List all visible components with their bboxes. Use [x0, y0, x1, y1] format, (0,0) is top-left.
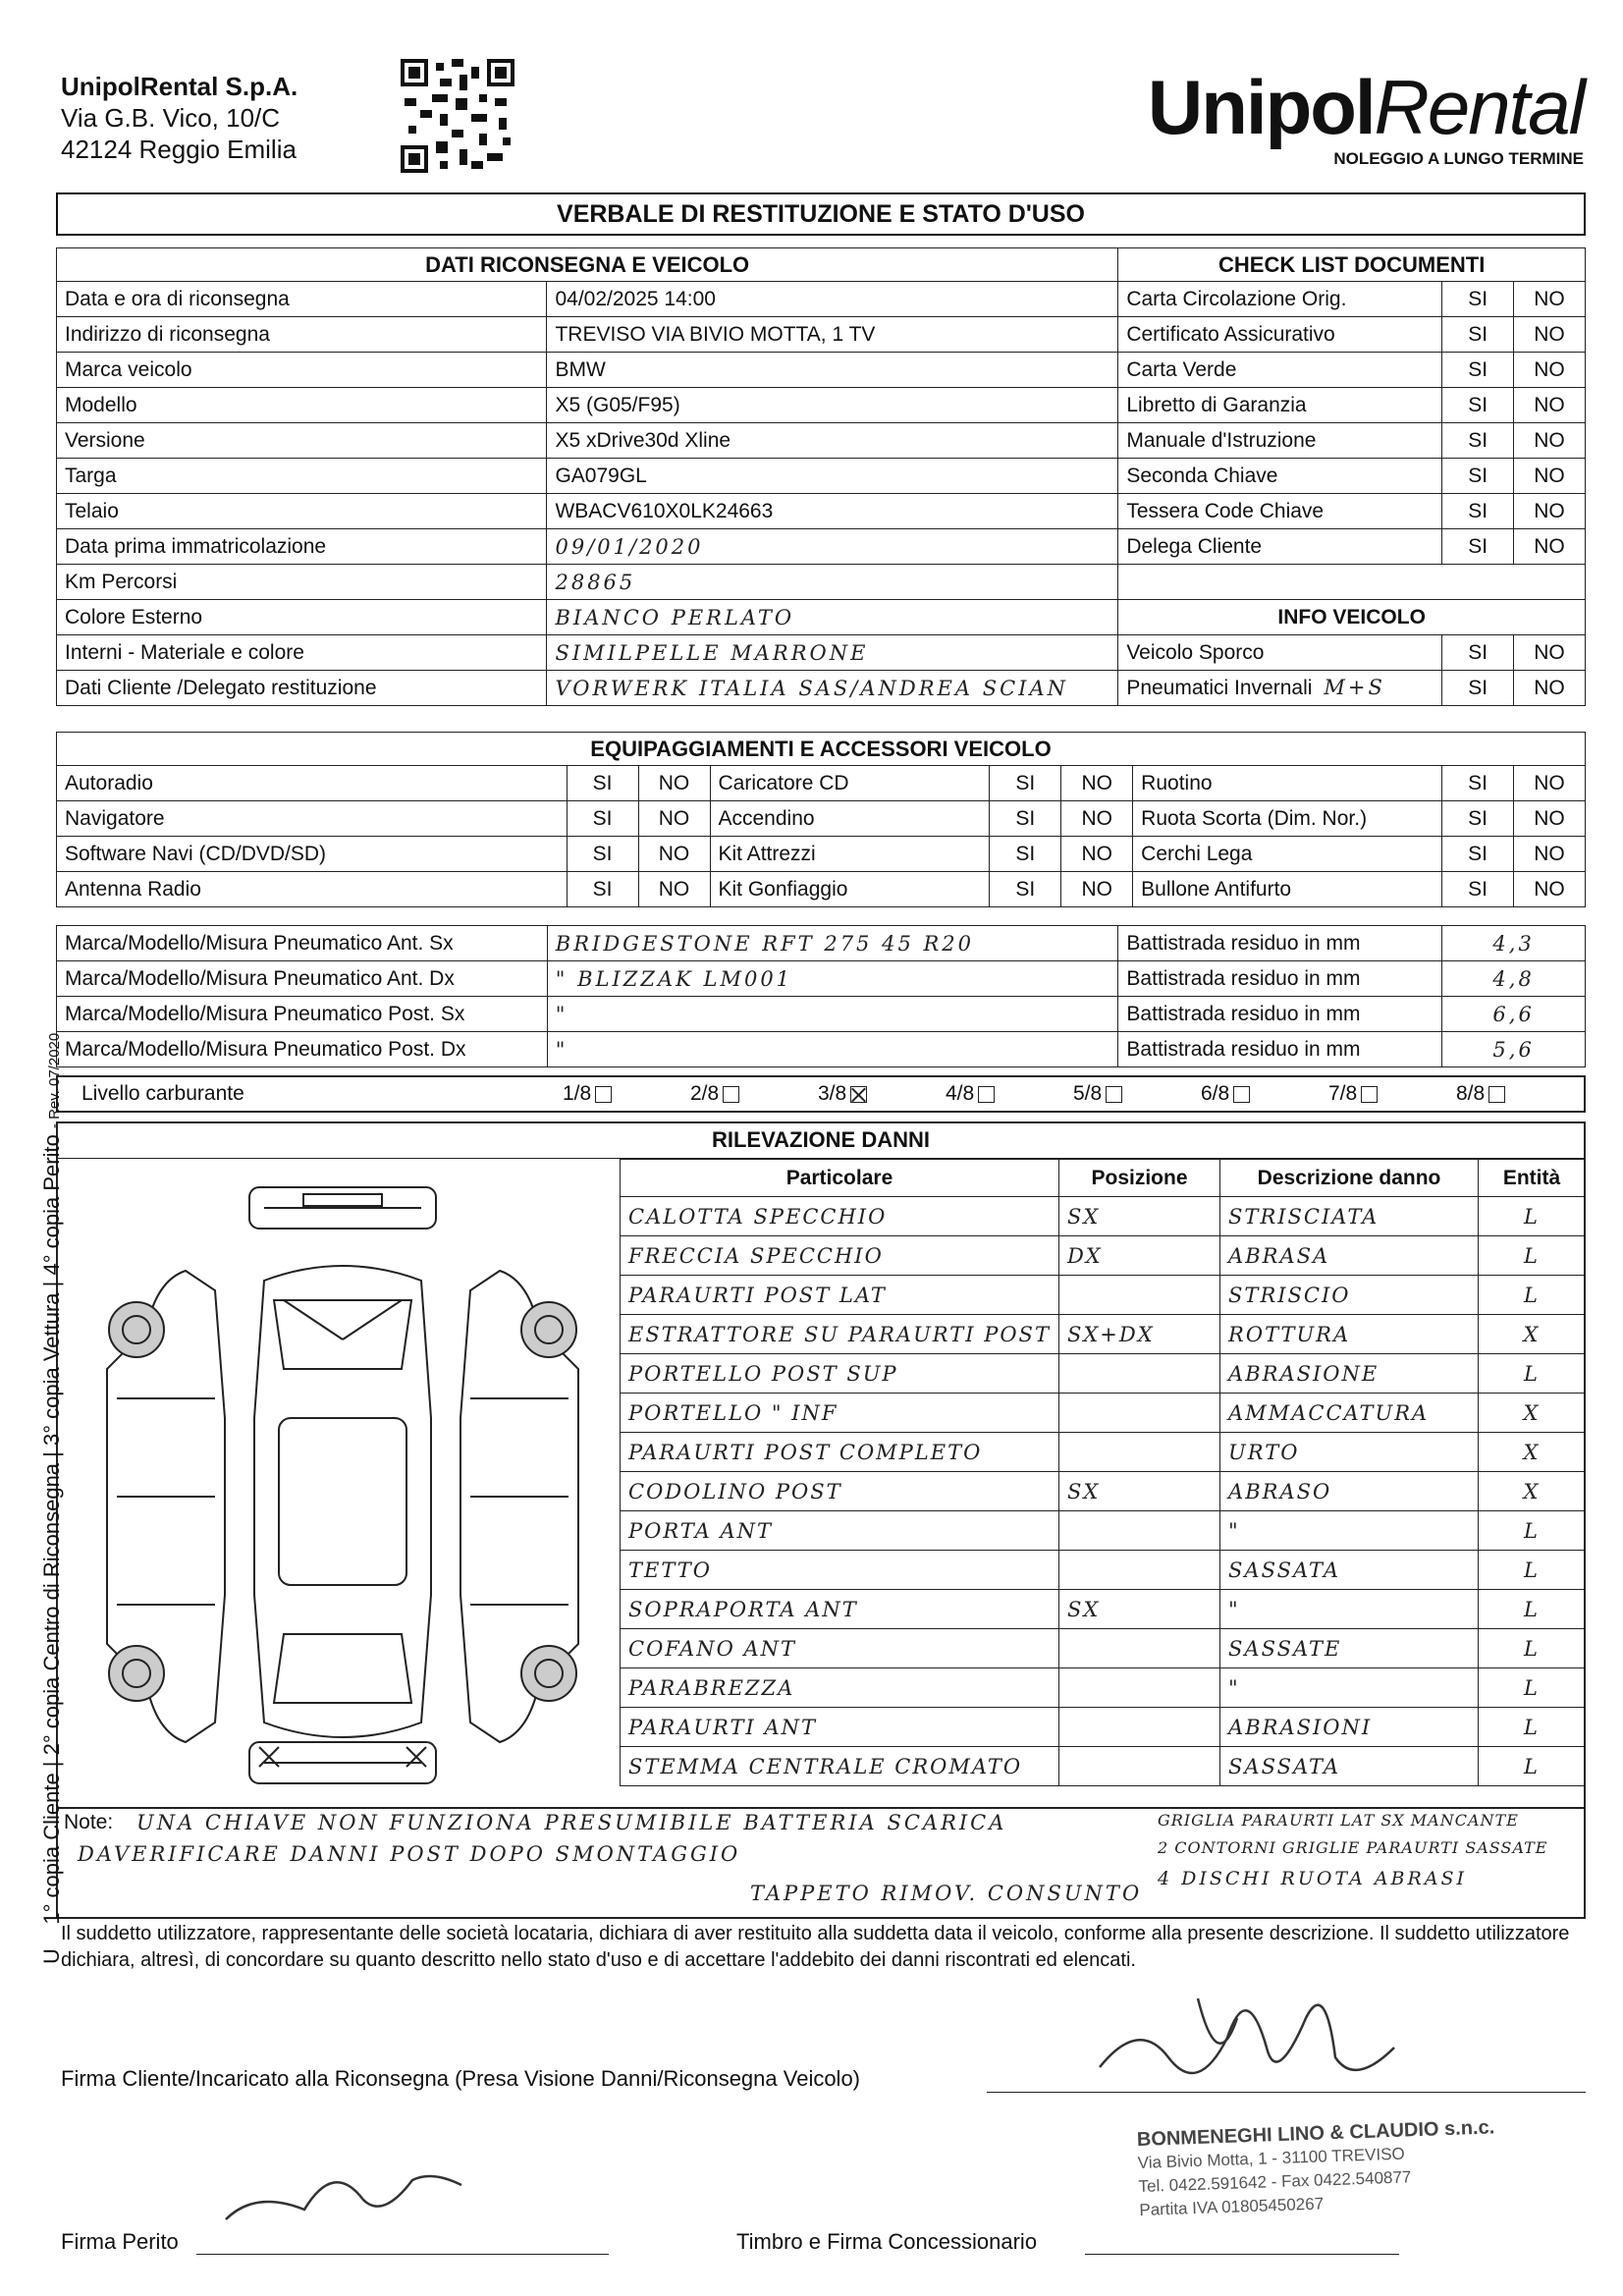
checklist-no[interactable]: NO: [1514, 494, 1586, 529]
equipment-si[interactable]: SI: [567, 872, 638, 907]
damage-severity[interactable]: L: [1479, 1551, 1586, 1590]
vehicle-checklist-table: [56, 247, 1586, 706]
damage-row: [621, 1747, 1586, 1786]
damage-position[interactable]: SX: [1058, 1197, 1219, 1236]
checklist-no[interactable]: NO: [1514, 353, 1586, 388]
notes-right-1: GRIGLIA PARAURTI LAT SX MANCANTE: [1158, 1811, 1519, 1830]
equipment-label: Ruota Scorta (Dim. Nor.): [1133, 801, 1442, 837]
equipment-si[interactable]: SI: [1442, 872, 1514, 907]
damage-severity[interactable]: X: [1479, 1315, 1586, 1354]
checklist-si[interactable]: SI: [1442, 388, 1514, 423]
company-address: [61, 71, 298, 165]
tread-value[interactable]: 6,6: [1442, 997, 1586, 1032]
stamp-phone: Tel. 0422.591642 - Fax 0422.540877: [1138, 2167, 1412, 2196]
damage-severity[interactable]: L: [1479, 1668, 1586, 1708]
logo-tagline: NOLEGGIO A LUNGO TERMINE: [1333, 149, 1584, 168]
logo-brand-rental: Rental: [1374, 64, 1584, 150]
tread-label: Battistrada residuo in mm: [1118, 997, 1442, 1032]
equipment-label: Kit Gonfiaggio: [710, 872, 990, 907]
info-item-text: Veicolo Sporco: [1126, 640, 1265, 664]
damage-part[interactable]: PORTA ANT: [621, 1511, 1059, 1551]
info-no[interactable]: NO: [1514, 671, 1586, 706]
notes-box: [56, 1809, 1586, 1919]
equipment-label: Autoradio: [57, 766, 568, 801]
equipment-no[interactable]: NO: [1061, 801, 1133, 837]
vehicle-field-value: 09/01/2020: [547, 529, 1118, 565]
checklist-si[interactable]: SI: [1442, 494, 1514, 529]
checklist-item-label: Certificato Assicurativo: [1118, 317, 1442, 353]
fuel-checkbox[interactable]: [1106, 1086, 1122, 1103]
damage-part[interactable]: PARAURTI ANT: [621, 1708, 1059, 1747]
checklist-item-label: Carta Circolazione Orig.: [1118, 282, 1442, 317]
tyre-row: [57, 926, 1586, 961]
damage-table: [620, 1159, 1586, 1786]
damage-position[interactable]: [1058, 1433, 1219, 1472]
vehicle-row: [57, 388, 1586, 423]
equipment-no[interactable]: NO: [1513, 766, 1585, 801]
damage-severity[interactable]: L: [1479, 1708, 1586, 1747]
damage-row: [621, 1197, 1586, 1236]
tread-label: Battistrada residuo in mm: [1118, 926, 1442, 961]
vehicle-field-label: Telaio: [57, 494, 547, 529]
damage-severity[interactable]: L: [1479, 1236, 1586, 1276]
damage-position[interactable]: [1058, 1394, 1219, 1433]
equipment-label: Caricatore CD: [710, 766, 990, 801]
vehicle-row: [57, 459, 1586, 494]
notes-line-2: DAVERIFICARE DANNI POST DOPO SMONTAGGIO: [78, 1842, 741, 1866]
equipment-si[interactable]: SI: [990, 766, 1061, 801]
fuel-option[interactable]: [1073, 1082, 1201, 1106]
tyre-row: [57, 1032, 1586, 1067]
fuel-option[interactable]: [946, 1082, 1073, 1106]
fuel-checkbox[interactable]: [1361, 1086, 1378, 1103]
damage-row: [621, 1276, 1586, 1315]
checklist-no[interactable]: NO: [1514, 317, 1586, 353]
damage-part[interactable]: TETTO: [621, 1551, 1059, 1590]
vehicle-field-value: 04/02/2025 14:00: [547, 282, 1118, 317]
damage-description[interactable]: SASSATA: [1220, 1551, 1479, 1590]
declaration-text: Il suddetto utilizzatore, rappresentante delle società locataria, dichiara di aver restituito alla suddetta data il veicolo, conforme alla presente descrizione. Il suddetto utilizzatore dichiara, altresì, di concordare su quanto descritto nello stato d'uso e di accettare l'addebito dei danni riscontrati ed elencati.: [61, 1923, 1570, 1971]
checklist-no[interactable]: NO: [1514, 388, 1586, 423]
tyres-table: [56, 925, 1586, 1067]
vehicle-row: [57, 635, 1586, 671]
vehicle-row: [57, 423, 1586, 459]
damage-description[interactable]: URTO: [1220, 1433, 1479, 1472]
info-item-label: [1118, 635, 1442, 671]
damage-description[interactable]: ABRASIONI: [1220, 1708, 1479, 1747]
checklist-no[interactable]: NO: [1514, 529, 1586, 565]
damage-severity[interactable]: L: [1479, 1747, 1586, 1786]
fuel-option-label: 1/8: [563, 1082, 592, 1105]
equipment-no[interactable]: NO: [638, 801, 710, 837]
damage-position[interactable]: [1058, 1708, 1219, 1747]
fuel-option[interactable]: [1201, 1082, 1328, 1106]
vehicle-field-value: WBACV610X0LK24663: [547, 494, 1118, 529]
equipment-no[interactable]: NO: [1061, 872, 1133, 907]
fuel-option-label: 5/8: [1073, 1082, 1103, 1105]
damage-part[interactable]: PORTELLO " INF: [621, 1394, 1059, 1433]
tyre-label: Marca/Modello/Misura Pneumatico Ant. Sx: [57, 926, 548, 961]
damage-severity[interactable]: L: [1479, 1276, 1586, 1315]
vehicle-field-label: Dati Cliente /Delegato restituzione: [57, 671, 547, 706]
equipment-si[interactable]: SI: [567, 837, 638, 872]
expert-signature-label: Firma Perito: [61, 2229, 179, 2254]
vehicle-field-value: SIMILPELLE MARRONE: [547, 635, 1118, 671]
damage-part[interactable]: PARAURTI POST LAT: [621, 1276, 1059, 1315]
damage-severity[interactable]: L: [1479, 1629, 1586, 1668]
stamp-address: Via Bivio Motta, 1 - 31100 TREVISO: [1137, 2144, 1406, 2172]
fuel-option[interactable]: [1328, 1082, 1456, 1106]
equipment-si[interactable]: SI: [567, 801, 638, 837]
damage-column-header: Entità: [1479, 1160, 1586, 1197]
checklist-section-header: CHECK LIST DOCUMENTI: [1118, 248, 1586, 282]
checklist-item-label: Delega Cliente: [1118, 529, 1442, 565]
damage-position[interactable]: [1058, 1747, 1219, 1786]
fuel-option-label: 2/8: [690, 1082, 720, 1105]
damage-row: [621, 1433, 1586, 1472]
expert-signature-icon: [216, 2141, 471, 2239]
damage-part[interactable]: FRECCIA SPECCHIO: [621, 1236, 1059, 1276]
damage-section: [56, 1121, 1586, 1809]
equipment-si[interactable]: SI: [567, 766, 638, 801]
damage-position[interactable]: SX+DX: [1058, 1315, 1219, 1354]
fuel-option-label: 8/8: [1456, 1082, 1486, 1105]
fuel-option[interactable]: [563, 1082, 690, 1106]
checklist-si[interactable]: SI: [1442, 423, 1514, 459]
damage-position[interactable]: [1058, 1276, 1219, 1315]
equipment-si[interactable]: SI: [990, 801, 1061, 837]
vehicle-row: [57, 317, 1586, 353]
damage-position[interactable]: SX: [1058, 1472, 1219, 1511]
vehicle-row: [57, 353, 1586, 388]
tyre-value[interactable]: " BLIZZAK LM001: [547, 961, 1118, 997]
fuel-option[interactable]: [690, 1082, 818, 1106]
vehicle-field-label: Marca veicolo: [57, 353, 547, 388]
equipment-row: [57, 801, 1586, 837]
damage-severity[interactable]: X: [1479, 1433, 1586, 1472]
equipment-label: Antenna Radio: [57, 872, 568, 907]
damage-position[interactable]: DX: [1058, 1236, 1219, 1276]
damage-severity[interactable]: X: [1479, 1472, 1586, 1511]
tyre-value[interactable]: ": [547, 1032, 1118, 1067]
equipment-si[interactable]: SI: [1442, 766, 1514, 801]
checklist-item-label: Tessera Code Chiave: [1118, 494, 1442, 529]
tread-value[interactable]: 5,6: [1442, 1032, 1586, 1067]
damage-description[interactable]: ": [1220, 1590, 1479, 1629]
vehicle-field-label: Colore Esterno: [57, 600, 547, 635]
damage-description[interactable]: ": [1220, 1668, 1479, 1708]
damage-description[interactable]: STRISCIATA: [1220, 1197, 1479, 1236]
stamp-company-name: BONMENEGHI LINO & CLAUDIO s.n.c.: [1136, 2116, 1495, 2152]
copy-letter: U: [39, 1948, 64, 1964]
damage-row: [621, 1394, 1586, 1433]
damage-row: [621, 1354, 1586, 1394]
damage-row: [621, 1590, 1586, 1629]
fuel-level-label: Livello carburante: [81, 1082, 244, 1105]
damage-severity[interactable]: L: [1479, 1590, 1586, 1629]
equipment-no[interactable]: NO: [1513, 801, 1585, 837]
tyre-label: Marca/Modello/Misura Pneumatico Post. Dx: [57, 1032, 548, 1067]
damage-position[interactable]: [1058, 1629, 1219, 1668]
vehicle-field-value: GA079GL: [547, 459, 1118, 494]
damage-column-header: Posizione: [1058, 1160, 1219, 1197]
fuel-checkbox[interactable]: [850, 1086, 867, 1103]
copy-text: 1° copia Cliente | 2° copia Centro di Riconsegna | 3° copia Vettura | 4° copia Perito: [39, 1134, 64, 1925]
equipment-si[interactable]: SI: [1442, 801, 1514, 837]
damage-position[interactable]: SX: [1058, 1590, 1219, 1629]
tyre-row: [57, 997, 1586, 1032]
copy-distribution-label: [39, 1033, 65, 1964]
company-name: UnipolRental S.p.A.: [61, 72, 298, 101]
unipolrental-logo: [1147, 64, 1584, 169]
damage-section-header: RILEVAZIONE DANNI: [58, 1123, 1584, 1159]
vehicle-row: [57, 282, 1586, 317]
equipment-no[interactable]: NO: [1061, 766, 1133, 801]
damage-severity[interactable]: X: [1479, 1394, 1586, 1433]
vehicle-section-header: DATI RICONSEGNA E VEICOLO: [57, 248, 1118, 282]
fuel-level-row: [56, 1075, 1586, 1113]
damage-part[interactable]: PORTELLO POST SUP: [621, 1354, 1059, 1394]
vehicle-field-value: X5 xDrive30d Xline: [547, 423, 1118, 459]
dealer-signature-label: Timbro e Firma Concessionario: [736, 2229, 1038, 2254]
vehicle-field-label: Interni - Materiale e colore: [57, 635, 547, 671]
damage-column-header: Descrizione danno: [1220, 1160, 1479, 1197]
fuel-option-label: 7/8: [1328, 1082, 1358, 1105]
checklist-item-label: Carta Verde: [1118, 353, 1442, 388]
equipment-no[interactable]: NO: [1513, 872, 1585, 907]
vehicle-field-label: Km Percorsi: [57, 565, 547, 600]
damage-position[interactable]: [1058, 1551, 1219, 1590]
stamp-vat: Partita IVA 01805450267: [1139, 2194, 1325, 2219]
damage-part[interactable]: CALOTTA SPECCHIO: [621, 1197, 1059, 1236]
damage-description[interactable]: ABRASA: [1220, 1236, 1479, 1276]
fuel-option-label: 6/8: [1201, 1082, 1230, 1105]
vehicle-field-label: Data prima immatricolazione: [57, 529, 547, 565]
equipment-si[interactable]: SI: [1442, 837, 1514, 872]
vehicle-row: [57, 600, 1586, 635]
equipment-si[interactable]: SI: [990, 837, 1061, 872]
fuel-checkbox[interactable]: [978, 1086, 995, 1103]
copy-revision: - Rev. 07/2020: [46, 1032, 63, 1129]
equipment-table: [56, 732, 1586, 907]
damage-row: [621, 1629, 1586, 1668]
info-si[interactable]: SI: [1442, 671, 1514, 706]
damage-row: [621, 1315, 1586, 1354]
dealer-stamp: [1137, 2114, 1535, 2275]
checklist-si[interactable]: SI: [1442, 282, 1514, 317]
vehicle-field-label: Targa: [57, 459, 547, 494]
vehicle-field-value: VORWERK ITALIA SAS/ANDREA SCIAN: [547, 671, 1118, 706]
damage-position[interactable]: [1058, 1511, 1219, 1551]
damage-part[interactable]: PARAURTI POST COMPLETO: [621, 1433, 1059, 1472]
damage-position[interactable]: [1058, 1354, 1219, 1394]
damage-part[interactable]: COFANO ANT: [621, 1629, 1059, 1668]
info-si[interactable]: SI: [1442, 635, 1514, 671]
damage-row: [621, 1472, 1586, 1511]
equipment-no[interactable]: NO: [1513, 837, 1585, 872]
vehicle-field-label: Versione: [57, 423, 547, 459]
damage-description[interactable]: SASSATA: [1220, 1747, 1479, 1786]
damage-part[interactable]: PARABREZZA: [621, 1668, 1059, 1708]
equipment-label: Accendino: [710, 801, 990, 837]
damage-row: [621, 1668, 1586, 1708]
notes-label: Note:: [64, 1811, 114, 1833]
vehicle-field-value: 28865: [547, 565, 1118, 600]
checklist-no[interactable]: NO: [1514, 423, 1586, 459]
equipment-no[interactable]: NO: [638, 837, 710, 872]
fuel-option-label: 3/8: [818, 1082, 847, 1105]
tyre-row: [57, 961, 1586, 997]
equipment-si[interactable]: SI: [990, 872, 1061, 907]
vehicle-row: [57, 494, 1586, 529]
damage-description[interactable]: STRISCIO: [1220, 1276, 1479, 1315]
damage-part[interactable]: STEMMA CENTRALE CROMATO: [621, 1747, 1059, 1786]
equipment-label: Bullone Antifurto: [1133, 872, 1442, 907]
notes-line-1: UNA CHIAVE NON FUNZIONA PRESUMIBILE BATTERIA SCARICA: [136, 1811, 1007, 1834]
vehicle-field-label: Data e ora di riconsegna: [57, 282, 547, 317]
notes-right-3: 4 DISCHI RUOTA ABRASI: [1158, 1868, 1468, 1889]
vehicle-field-value: BIANCO PERLATO: [547, 600, 1118, 635]
info-item-label: [1118, 671, 1442, 706]
fuel-checkbox[interactable]: [1233, 1086, 1250, 1103]
vehicle-field-label: Indirizzo di riconsegna: [57, 317, 547, 353]
damage-column-header: Particolare: [621, 1160, 1059, 1197]
equipment-label: Software Navi (CD/DVD/SD): [57, 837, 568, 872]
equipment-no[interactable]: NO: [638, 766, 710, 801]
company-address-line1: Via G.B. Vico, 10/C: [61, 103, 281, 133]
equipment-no[interactable]: NO: [1061, 837, 1133, 872]
damage-severity[interactable]: L: [1479, 1197, 1586, 1236]
fuel-checkbox[interactable]: [1488, 1086, 1505, 1103]
damage-row: [621, 1511, 1586, 1551]
client-signature-icon: [1080, 1959, 1404, 2097]
damage-description[interactable]: ROTTURA: [1220, 1315, 1479, 1354]
vehicle-field-label: Modello: [57, 388, 547, 423]
equipment-label: Kit Attrezzi: [710, 837, 990, 872]
damage-part[interactable]: ESTRATTORE SU PARAURTI POST: [621, 1315, 1059, 1354]
fuel-checkbox[interactable]: [723, 1086, 739, 1103]
vehicle-row: [57, 671, 1586, 706]
damage-description[interactable]: ABRASIONE: [1220, 1354, 1479, 1394]
info-item-note: M+S: [1324, 676, 1385, 699]
vehicle-field-value: BMW: [547, 353, 1118, 388]
qr-code-icon: [401, 59, 514, 173]
expert-signature-line[interactable]: [196, 2254, 609, 2255]
checklist-no[interactable]: NO: [1514, 459, 1586, 494]
checklist-item-label: Manuale d'Istruzione: [1118, 423, 1442, 459]
info-item-text: Pneumatici Invernali: [1126, 677, 1313, 699]
damage-row: [621, 1551, 1586, 1590]
equipment-no[interactable]: NO: [638, 872, 710, 907]
info-no[interactable]: NO: [1514, 635, 1586, 671]
info-section-header: INFO VEICOLO: [1118, 600, 1586, 635]
client-signature-label: Firma Cliente/Incaricato alla Riconsegna (Presa Visione Danni/Riconsegna Veicolo): [61, 2066, 861, 2091]
damage-part[interactable]: SOPRAPORTA ANT: [621, 1590, 1059, 1629]
tyre-label: Marca/Modello/Misura Pneumatico Post. Sx: [57, 997, 548, 1032]
notes-line-3: TAPPETO RIMOV. CONSUNTO: [750, 1882, 1143, 1905]
logo-brand-unipol: Unipol: [1147, 64, 1375, 150]
tyre-value[interactable]: ": [547, 997, 1118, 1032]
notes-right-2: 2 CONTORNI GRIGLIE PARAURTI SASSATE: [1158, 1838, 1548, 1857]
tread-label: Battistrada residuo in mm: [1118, 1032, 1442, 1067]
tread-label: Battistrada residuo in mm: [1118, 961, 1442, 997]
damage-position[interactable]: [1058, 1668, 1219, 1708]
tyre-value[interactable]: BRIDGESTONE RFT 275 45 R20: [547, 926, 1118, 961]
damage-row: [621, 1708, 1586, 1747]
vehicle-field-value: TREVISO VIA BIVIO MOTTA, 1 TV: [547, 317, 1118, 353]
vehicle-row: [57, 529, 1586, 565]
checklist-si[interactable]: SI: [1442, 529, 1514, 565]
damage-severity[interactable]: L: [1479, 1354, 1586, 1394]
fuel-option-label: 4/8: [946, 1082, 975, 1105]
damage-description[interactable]: SASSATE: [1220, 1629, 1479, 1668]
damage-part[interactable]: CODOLINO POST: [621, 1472, 1059, 1511]
checklist-item-label: Libretto di Garanzia: [1118, 388, 1442, 423]
checklist-si[interactable]: SI: [1442, 353, 1514, 388]
car-diagram-icon: [68, 1173, 618, 1801]
checklist-si[interactable]: SI: [1442, 459, 1514, 494]
equipment-label: Navigatore: [57, 801, 568, 837]
fuel-checkbox[interactable]: [595, 1086, 612, 1103]
checklist-item-label: Seconda Chiave: [1118, 459, 1442, 494]
tread-value[interactable]: 4,3: [1442, 926, 1586, 961]
tyre-label: Marca/Modello/Misura Pneumatico Ant. Dx: [57, 961, 548, 997]
equipment-label: Ruotino: [1133, 766, 1442, 801]
equipment-row: [57, 766, 1586, 801]
equipment-row: [57, 872, 1586, 907]
damage-description[interactable]: AMMACCATURA: [1220, 1394, 1479, 1433]
damage-severity[interactable]: L: [1479, 1511, 1586, 1551]
fuel-option[interactable]: [1456, 1082, 1584, 1106]
checklist-no[interactable]: NO: [1514, 282, 1586, 317]
damage-description[interactable]: ": [1220, 1511, 1479, 1551]
checklist-si[interactable]: SI: [1442, 317, 1514, 353]
damage-row: [621, 1236, 1586, 1276]
equipment-section-header: EQUIPAGGIAMENTI E ACCESSORI VEICOLO: [57, 733, 1586, 766]
fuel-option[interactable]: [818, 1082, 946, 1106]
equipment-row: [57, 837, 1586, 872]
damage-description[interactable]: ABRASO: [1220, 1472, 1479, 1511]
tread-value[interactable]: 4,8: [1442, 961, 1586, 997]
vehicle-row: [57, 565, 1586, 600]
equipment-label: Cerchi Lega: [1133, 837, 1442, 872]
vehicle-field-value: X5 (G05/F95): [547, 388, 1118, 423]
document-title: VERBALE DI RESTITUZIONE E STATO D'USO: [56, 192, 1586, 236]
company-address-line2: 42124 Reggio Emilia: [61, 135, 297, 164]
